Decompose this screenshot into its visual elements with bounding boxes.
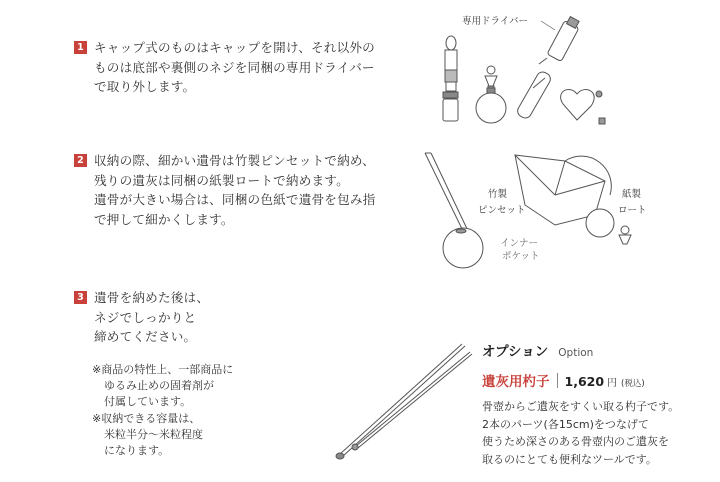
tilted-container-icon <box>515 70 552 120</box>
note-line: になります。 <box>104 444 170 458</box>
description-line: 骨壺からご遺灰をすくい取る杓子です。 <box>482 400 680 413</box>
note-line: 米粒半分〜米粒程度 <box>104 427 203 441</box>
option-title-en: Option <box>558 347 594 359</box>
step-text-line: 遺骨が大きい場合は、同梱の色紙で遺骨を包み指 <box>94 192 376 207</box>
ladle-part-icon <box>352 352 472 450</box>
tweezers-label-line: ピンセット <box>478 205 526 216</box>
step-text-line: ネジでしっかりと <box>94 309 197 325</box>
figure-icon <box>619 226 631 244</box>
sphere-icon <box>476 88 506 123</box>
jar-icon <box>443 92 458 121</box>
small-sphere-icon <box>586 209 614 237</box>
description-line: 取るのにとても便利なツールです。 <box>482 452 657 466</box>
description-line: 使うため深さのある骨壺内のご遺灰を <box>482 435 669 448</box>
note-line: 付属しています。 <box>104 395 192 409</box>
price-unit: 円 <box>607 378 618 389</box>
funnel-label-line: ロート <box>618 205 647 216</box>
step-2 <box>74 151 375 229</box>
step-1 <box>74 38 375 97</box>
step-number-badge: 3 <box>74 291 87 304</box>
step-text-line: 遺骨を納めた後は、 <box>94 290 210 305</box>
step-text-line: 締めてください。 <box>94 329 197 344</box>
heart-container-icon <box>561 89 605 124</box>
step-number-badge: 2 <box>74 154 87 167</box>
funnel-label-line: 紙製 <box>622 189 642 200</box>
product-name: 遺灰用杓子 <box>482 374 550 390</box>
step-text-line: で取り外します。 <box>94 79 196 94</box>
option-title <box>482 340 712 360</box>
tax-note: (税込) <box>621 379 645 389</box>
pocket-label-line: ポケット <box>502 251 540 262</box>
ladle-icon <box>336 344 465 459</box>
option-title-ja: オプション <box>482 344 549 360</box>
step-number-badge: 1 <box>74 41 87 54</box>
description-line: 2本のパーツ(各15cm)をつなげて <box>482 417 649 431</box>
option-product <box>482 370 712 390</box>
notes <box>92 362 233 459</box>
option-section <box>482 340 712 468</box>
step-text-line: 残りの遺灰は同梱の紙製ロートで納めます。 <box>94 172 349 188</box>
ladle-illustration <box>330 340 480 465</box>
step-text-line: キャップ式のものはキャップを開け、それ以外の <box>94 40 375 55</box>
driver-label: 専用ドライバー <box>462 16 529 27</box>
step-3 <box>74 288 209 347</box>
product-price: 1,620 <box>564 374 605 389</box>
product-description <box>482 398 712 468</box>
tweezers-label-line: 竹製 <box>488 189 508 200</box>
step-text-line: ものは底部や裏側のネジを同梱の専用ドライバー <box>94 59 375 75</box>
step-text-line: 収納の際、細かい遺骨は竹製ピンセットで納め、 <box>94 153 375 168</box>
divider <box>557 373 558 388</box>
note-line: ※収納できる容量は、 <box>92 411 201 425</box>
pocket-label-line: インナー <box>500 238 539 249</box>
tweezers-icon <box>425 153 469 235</box>
sphere-icon <box>443 228 483 268</box>
step-text-line: で押して細かくします。 <box>94 211 234 227</box>
capsule-icon <box>445 36 457 91</box>
note-line: ※商品の特性上、一部商品に <box>92 363 234 376</box>
note-line: ゆるみ止めの固着剤が <box>104 379 214 393</box>
